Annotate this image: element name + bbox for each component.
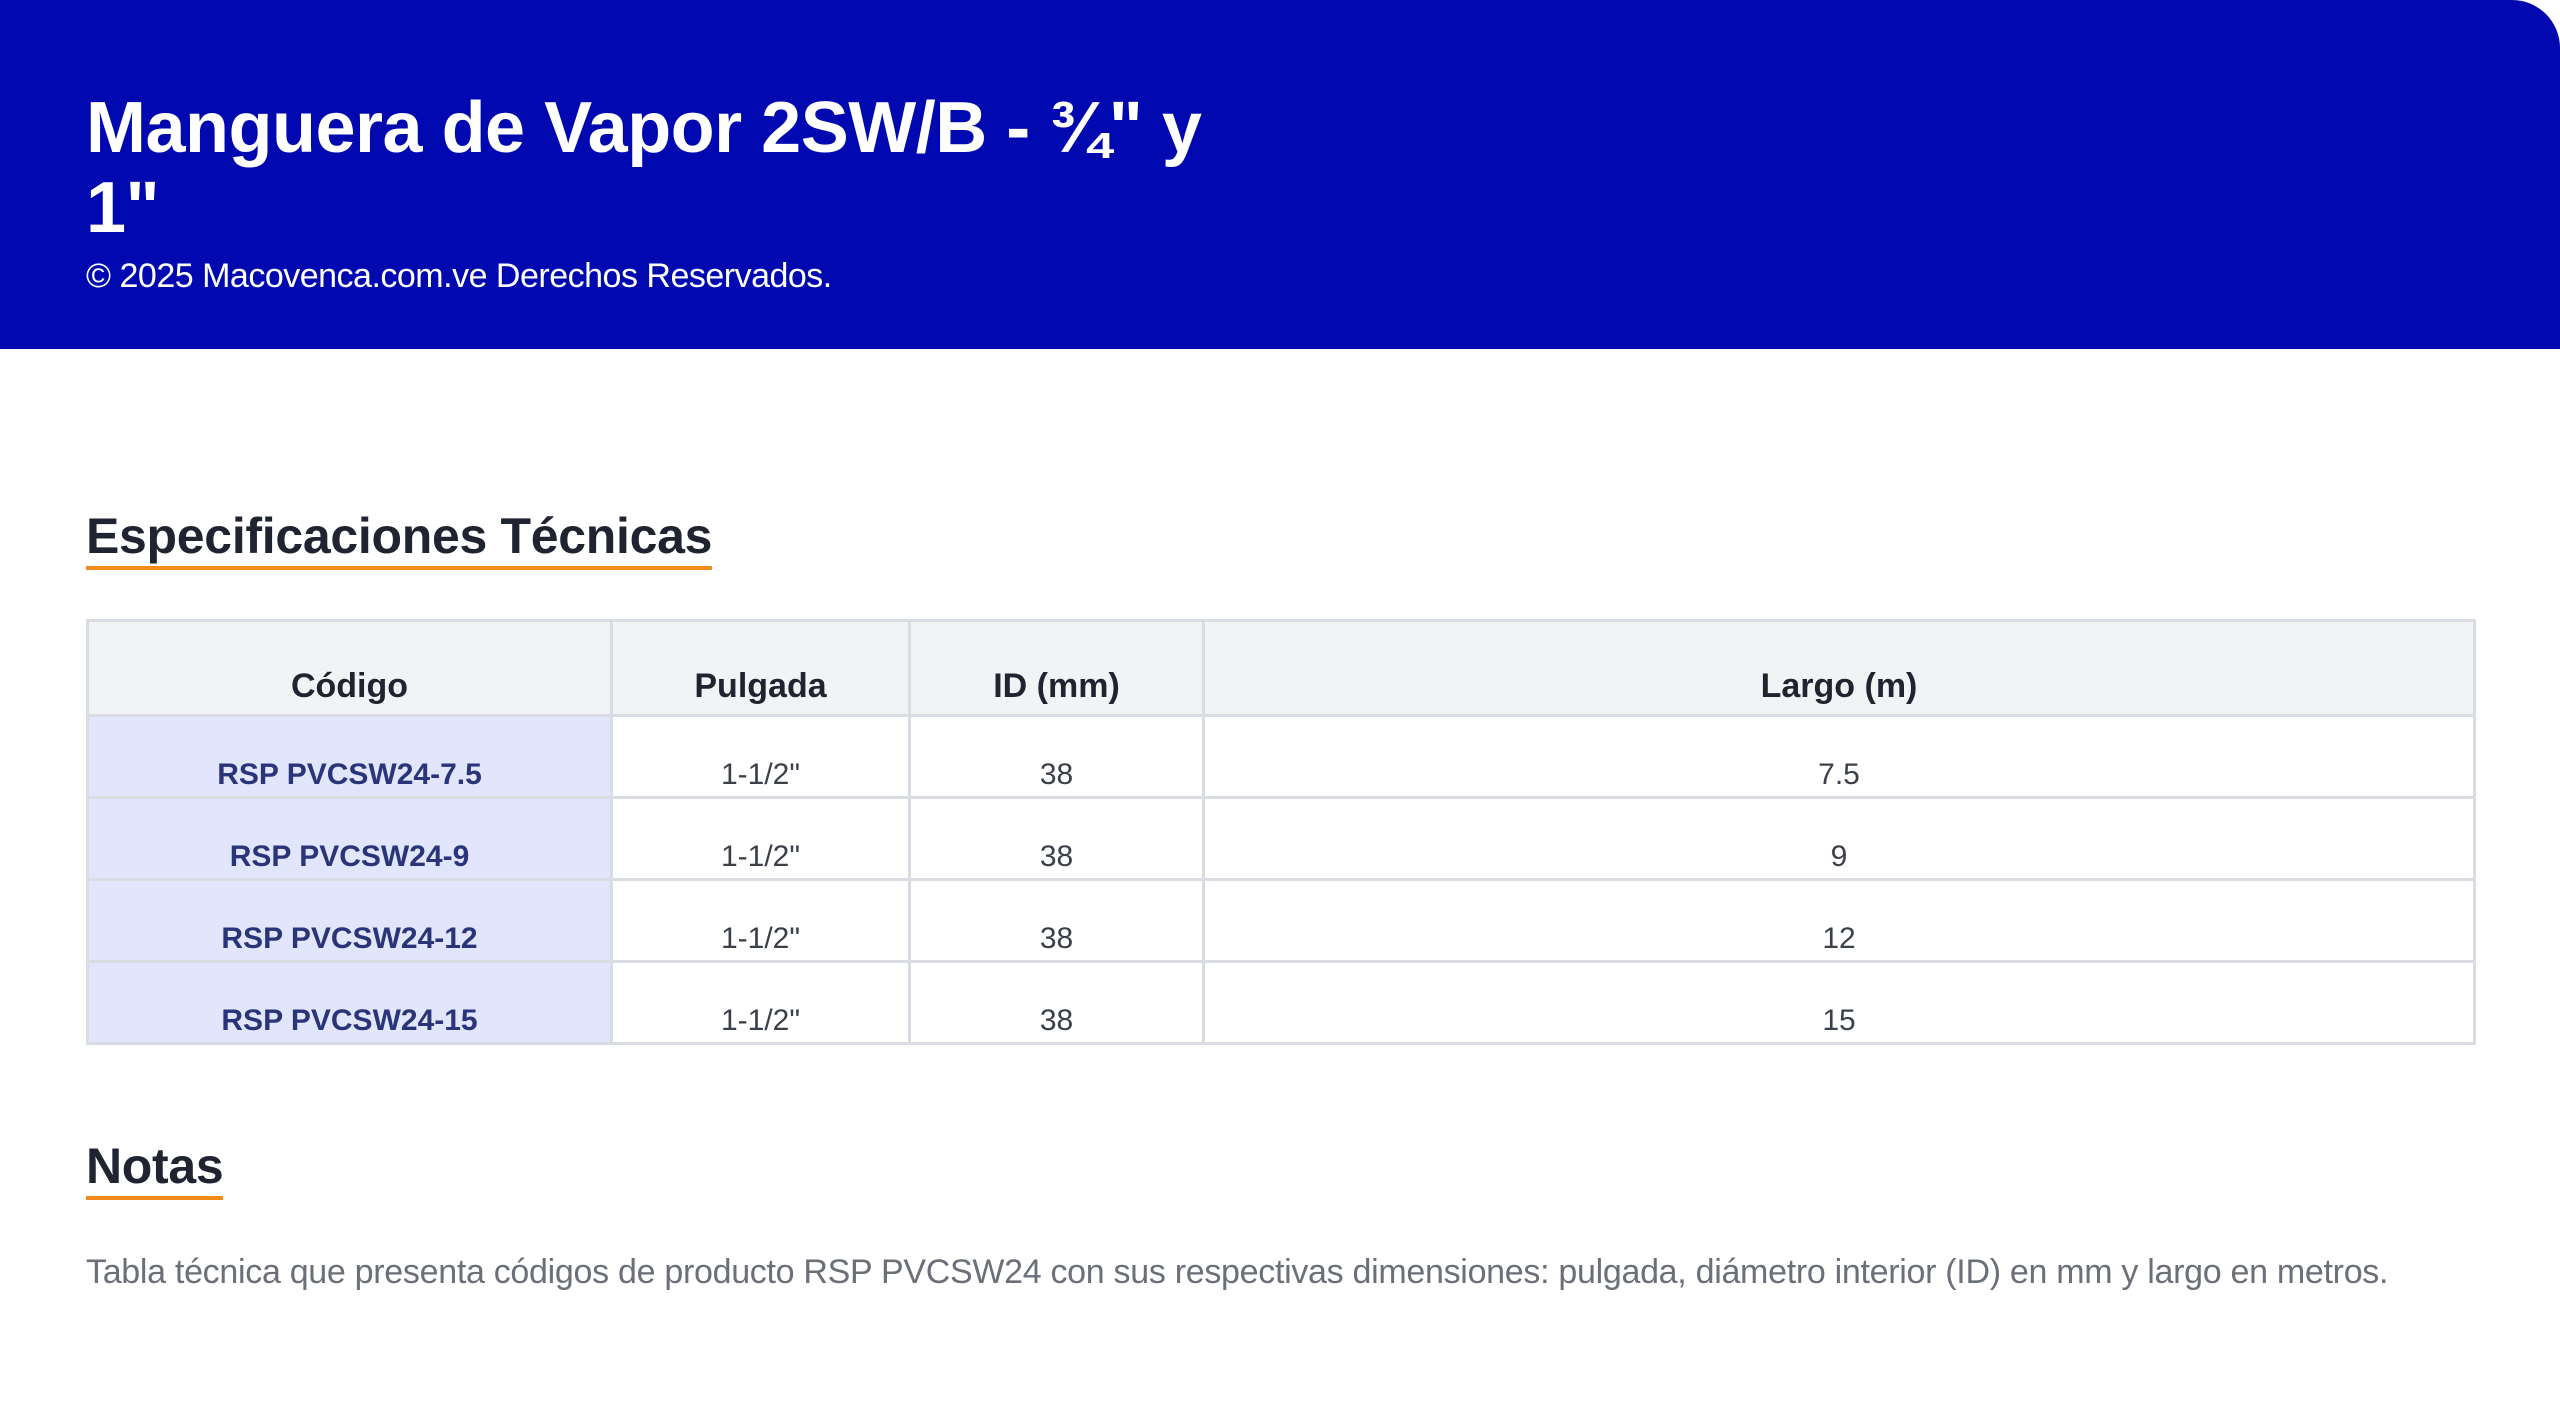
table-row [88,798,2475,880]
cell-code: RSP PVCSW24-7.5 [88,716,612,798]
cell-length: 9 [1204,798,2475,880]
cell-length: 12 [1204,880,2475,962]
cell-id: 38 [910,962,1204,1044]
notes-section-title [86,1136,223,1200]
table-header-row [88,621,2475,716]
table-row [88,716,2475,798]
cell-id: 38 [910,880,1204,962]
page-header [0,0,2560,349]
cell-code: RSP PVCSW24-15 [88,962,612,1044]
cell-inch: 1-1/2" [612,798,910,880]
column-header-inch: Pulgada [612,621,910,716]
column-header-length: Largo (m) [1204,621,2475,716]
cell-length: 15 [1204,962,2475,1044]
cell-code: RSP PVCSW24-9 [88,798,612,880]
cell-length: 7.5 [1204,716,2475,798]
page-title: Manguera de Vapor 2SW/B - ¾" y 1" [86,88,1202,248]
cell-inch: 1-1/2" [612,880,910,962]
column-header-id: ID (mm) [910,621,1204,716]
cell-inch: 1-1/2" [612,962,910,1044]
column-header-code: Código [88,621,612,716]
cell-id: 38 [910,716,1204,798]
table-row [88,962,2475,1044]
cell-code: RSP PVCSW24-12 [88,880,612,962]
cell-id: 38 [910,798,1204,880]
table-row [88,880,2475,962]
specs-section-title-text: Especificaciones Técnicas [86,506,712,570]
copyright-text: © 2025 Macovenca.com.ve Derechos Reservados. [86,257,832,295]
specs-section-title [86,506,712,570]
specs-table [86,619,2476,1045]
cell-inch: 1-1/2" [612,716,910,798]
notes-text: Tabla técnica que presenta códigos de producto RSP PVCSW24 con sus respectivas dimensiones: pulgada, diámetro interior (ID) en mm y largo en metros. [86,1253,2389,1291]
notes-section-title-text: Notas [86,1136,223,1200]
